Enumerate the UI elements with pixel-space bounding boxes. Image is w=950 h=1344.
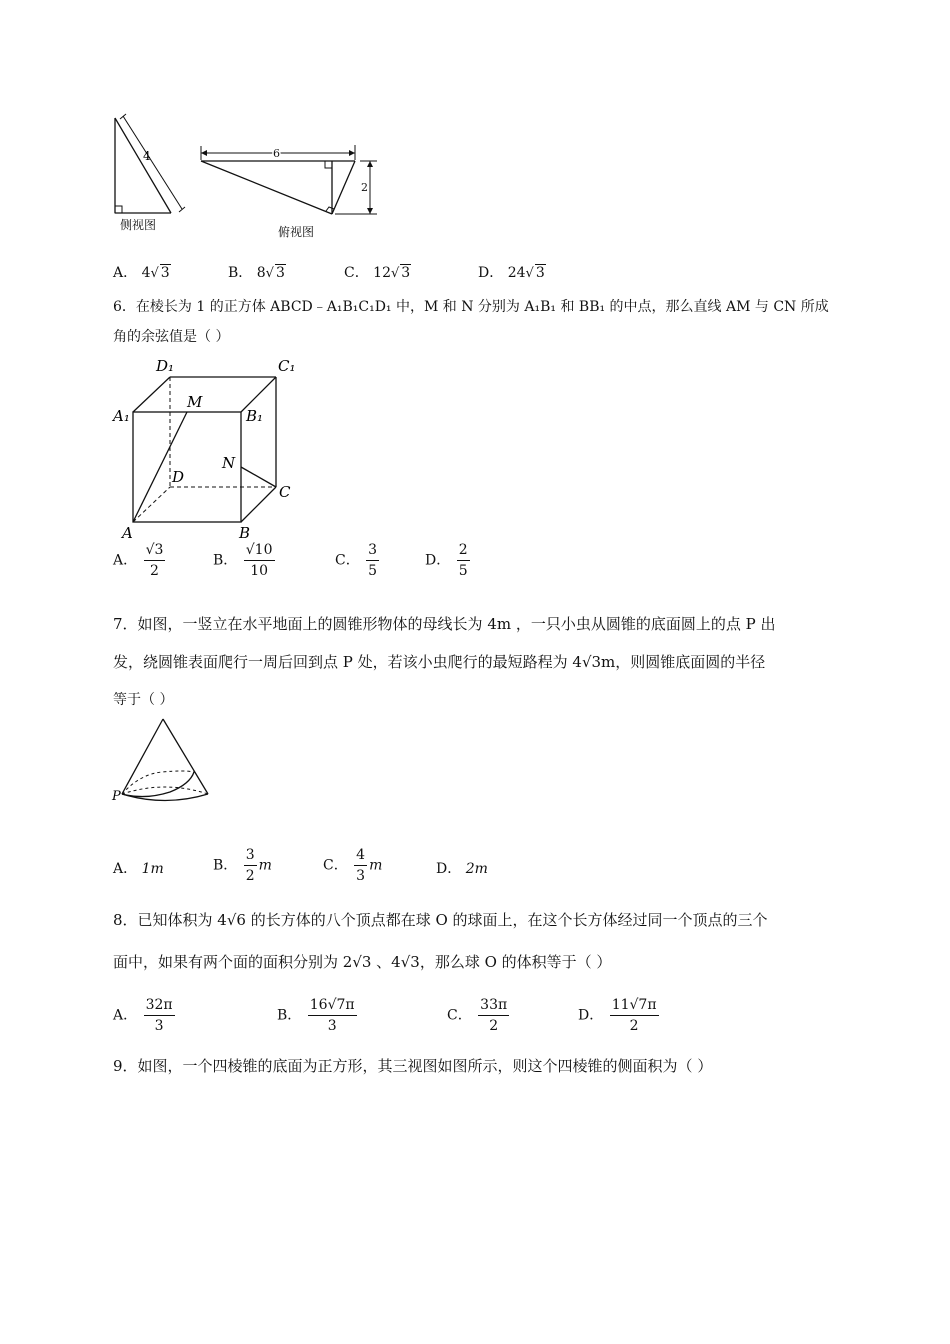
q5-option-c[interactable]: C． 12√ 3 xyxy=(344,265,411,281)
top-view-figure xyxy=(195,140,385,220)
q8-option-b[interactable]: B． $\frac{16√7\pi}{3}$ xyxy=(277,997,355,1034)
cone-figure xyxy=(110,712,220,812)
q8-option-c[interactable]: C． $\frac{33\pi}{2}$ xyxy=(447,997,508,1034)
label-m: M xyxy=(187,393,203,411)
q5-option-d[interactable]: D． 24√ 3 xyxy=(478,265,545,281)
label-d: D xyxy=(172,468,185,486)
label-b1: B₁ xyxy=(246,407,264,425)
q8-stem-line2: 面中，如果有两个面的面积分别为 2√3 、4√3，那么球 O 的体积等于（ ） xyxy=(113,953,612,971)
side-view-label: 侧视图 xyxy=(120,218,157,232)
q9-stem-line1: 9．如图，一个四棱锥的底面为正方形，其三视图如图所示，则这个四棱锥的侧面积为（ ） xyxy=(113,1057,713,1075)
label-n: N xyxy=(222,454,236,472)
label-a1: A₁ xyxy=(113,407,130,425)
q7-option-b[interactable]: B． $\frac{3}{2}$ m xyxy=(213,847,272,884)
q5-option-b[interactable]: B． 8√ 3 xyxy=(228,265,285,281)
q6-option-a[interactable]: A． $\frac{√3}{2}$ xyxy=(113,542,164,579)
label-c1: C₁ xyxy=(278,357,296,375)
label-b: B xyxy=(239,524,251,540)
q8-stem-line1: 8．已知体积为 4√6 的长方体的八个顶点都在球 O 的球面上，在这个长方体经过同一个顶点的三个 xyxy=(113,911,768,929)
q6-option-d[interactable]: D． $\frac{2}{5}$ xyxy=(425,542,468,579)
q6-stem-line2: 角的余弦值是（ ） xyxy=(113,329,230,345)
q7-option-d[interactable]: D． 2m xyxy=(436,861,488,877)
dim-2-label: 2 xyxy=(361,181,368,194)
q7-option-c[interactable]: C． $\frac{4}{3}$ m xyxy=(323,847,383,884)
q6-option-c[interactable]: C． $\frac{3}{5}$ xyxy=(335,542,378,579)
q7-stem-line1: 7．如图，一竖立在水平地面上的圆锥形物体的母线长为 4m ，一只小虫从圆锥的底面圆上的点 P 出 xyxy=(113,615,776,633)
q6-stem-line1: 6．在棱长为 1 的正方体 ABCD﹣A₁B₁C₁D₁ 中，M 和 N 分别为 A₁B₁ 和 BB₁ 的中点，那么直线 AM 与 CN 所成 xyxy=(113,299,829,315)
dim-4-label: 4 xyxy=(143,149,151,163)
label-p: P xyxy=(112,789,121,804)
dim-6-label: 6 xyxy=(273,147,280,160)
label-d1: D₁ xyxy=(156,357,175,375)
label-c: C xyxy=(279,483,291,501)
q7-stem-line3: 等于（ ） xyxy=(113,692,174,708)
label-a: A xyxy=(122,524,133,540)
q8-option-a[interactable]: A． $\frac{32\pi}{3}$ xyxy=(113,997,173,1034)
q5-option-a[interactable]: A． 4√ 3 xyxy=(113,265,170,281)
q8-option-d[interactable]: D． $\frac{11√7\pi}{2}$ xyxy=(578,997,657,1034)
cube-figure xyxy=(108,355,308,540)
q6-option-b[interactable]: B． $\frac{√10}{10}$ xyxy=(213,542,273,579)
q7-option-a[interactable]: A． 1m xyxy=(113,861,164,877)
side-view-figure xyxy=(105,110,200,220)
q7-stem-line2: 发，绕圆锥表面爬行一周后回到点 P 处，若该小虫爬行的最短路程为 4√3m，则圆锥底面圆的半径 xyxy=(113,653,766,671)
top-view-label: 俯视图 xyxy=(278,225,315,239)
